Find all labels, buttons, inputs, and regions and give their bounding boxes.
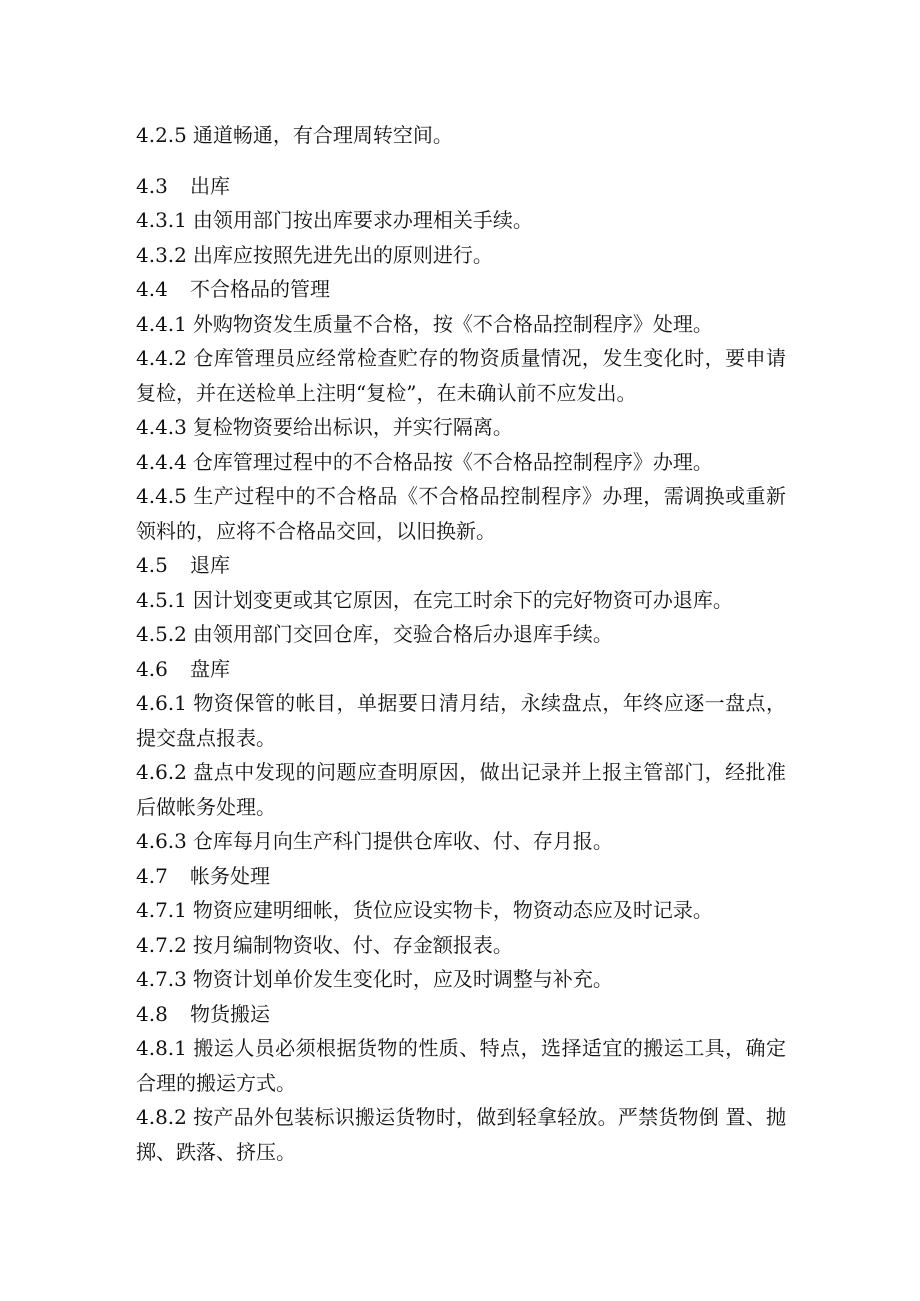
paragraph-text: 物资计划单价发生变化时，应及时调整与补充。 xyxy=(192,967,613,991)
paragraph-4-7-2 xyxy=(136,928,786,963)
paragraph-text: 生产过程中的不合格品《不合格品控制程序》办理，需调换或重新领料的，应将不合格品交回，以旧换新。 xyxy=(136,484,786,543)
paragraph-text: 搬运人员必须根据货物的性质、特点，选择适宜的搬运工具，确定合理的搬运方式。 xyxy=(136,1036,786,1095)
section-heading-4-3 xyxy=(136,169,786,204)
section-title: 盘库 xyxy=(190,656,230,681)
section-heading-4-6 xyxy=(136,652,786,687)
section-number: 4.3 xyxy=(136,173,168,198)
paragraph-4-4-5 xyxy=(136,479,786,548)
paragraph-number: 4.4.4 xyxy=(136,449,187,474)
paragraph-text: 物资保管的帐目，单据要日清月结，永续盘点，年终应逐一盘点，提交盘点报表。 xyxy=(136,691,786,750)
section-number: 4.8 xyxy=(136,1001,168,1026)
paragraph-text: 通道畅通，有合理周转空间。 xyxy=(192,123,453,147)
section-heading-4-8 xyxy=(136,997,786,1032)
section-heading-4-4 xyxy=(136,272,786,307)
paragraph-number: 4.4.1 xyxy=(136,311,187,336)
paragraph-text: 仓库管理员应经常检查贮存的物资质量情况，发生变化时，要申请复检，并在送检单上注明“复检”，在未确认前不应发出。 xyxy=(136,346,786,405)
paragraph-number: 4.8.2 xyxy=(136,1105,187,1129)
paragraph-text: 复检物资要给出标识，并实行隔离。 xyxy=(192,415,513,439)
section-heading-4-7 xyxy=(136,859,786,894)
section-number: 4.7 xyxy=(136,863,168,888)
section-heading-4-5 xyxy=(136,548,786,583)
paragraph-number: 4.7.2 xyxy=(136,932,187,957)
paragraph-text: 按月编制物资收、付、存金额报表。 xyxy=(192,932,513,957)
paragraph-text: 盘点中发现的问题应查明原因，做出记录并上报主管部门，经批准后做帐务处理。 xyxy=(136,760,786,819)
paragraph-number: 4.5.2 xyxy=(136,622,187,646)
paragraph-number: 4.5.1 xyxy=(136,587,187,612)
paragraph-4-6-1 xyxy=(136,686,786,755)
paragraph-4-5-1 xyxy=(136,583,786,618)
paragraph-number: 4.7.1 xyxy=(136,898,187,922)
paragraph-number: 4.4.3 xyxy=(136,415,187,439)
paragraph-text: 物资应建明细帐，货位应设实物卡，物资动态应及时记录。 xyxy=(192,898,713,922)
paragraph-4-8-1 xyxy=(136,1031,786,1100)
paragraph-text: 由领用部门按出库要求办理相关手续。 xyxy=(192,208,533,232)
paragraph-text: 外购物资发生质量不合格，按《不合格品控制程序》处理。 xyxy=(192,311,713,336)
paragraph-number: 4.4.5 xyxy=(136,484,187,508)
section-title: 不合格品的管理 xyxy=(190,277,330,301)
paragraph-4-5-2 xyxy=(136,617,786,652)
section-title: 帐务处理 xyxy=(190,863,270,888)
paragraph-text: 按产品外包装标识搬运货物时，做到轻拿轻放。严禁货物倒 置、抛掷、跌落、挤压。 xyxy=(136,1105,786,1164)
paragraph-number: 4.3.1 xyxy=(136,208,187,232)
section-title: 物货搬运 xyxy=(190,1001,270,1026)
section-number: 4.6 xyxy=(136,656,168,681)
paragraph-number: 4.3.2 xyxy=(136,242,187,267)
paragraph-number: 4.2.5 xyxy=(136,123,187,147)
section-title: 退库 xyxy=(190,553,230,577)
document-body xyxy=(136,118,786,1169)
section-title: 出库 xyxy=(190,173,230,198)
paragraph-number: 4.4.2 xyxy=(136,346,187,370)
paragraph-number: 4.6.2 xyxy=(136,760,187,784)
paragraph-text: 仓库管理过程中的不合格品按《不合格品控制程序》办理。 xyxy=(192,449,713,474)
paragraph-text: 仓库每月向生产科门提供仓库收、付、存月报。 xyxy=(192,829,613,853)
paragraph-4-8-2 xyxy=(136,1100,786,1169)
paragraph-text: 因计划变更或其它原因，在完工时余下的完好物资可办退库。 xyxy=(192,587,733,612)
paragraph-4-4-3 xyxy=(136,410,786,445)
paragraph-number: 4.8.1 xyxy=(136,1036,187,1060)
paragraph-4-7-3 xyxy=(136,962,786,997)
paragraph-4-6-3 xyxy=(136,824,786,859)
paragraph-text: 出库应按照先进先出的原则进行。 xyxy=(192,242,493,267)
paragraph-4-3-1 xyxy=(136,203,786,238)
paragraph-text: 由领用部门交回仓库，交验合格后办退库手续。 xyxy=(192,622,613,646)
section-number: 4.4 xyxy=(136,277,168,301)
paragraph-number: 4.6.1 xyxy=(136,691,187,715)
paragraph-4-2-5 xyxy=(136,118,786,153)
paragraph-4-6-2 xyxy=(136,755,786,824)
paragraph-4-3-2 xyxy=(136,238,786,273)
paragraph-4-7-1 xyxy=(136,893,786,928)
paragraph-number: 4.6.3 xyxy=(136,829,187,853)
paragraph-number: 4.7.3 xyxy=(136,967,187,991)
paragraph-4-4-1 xyxy=(136,307,786,342)
section-number: 4.5 xyxy=(136,553,168,577)
paragraph-4-4-4 xyxy=(136,445,786,480)
paragraph-4-4-2 xyxy=(136,341,786,410)
